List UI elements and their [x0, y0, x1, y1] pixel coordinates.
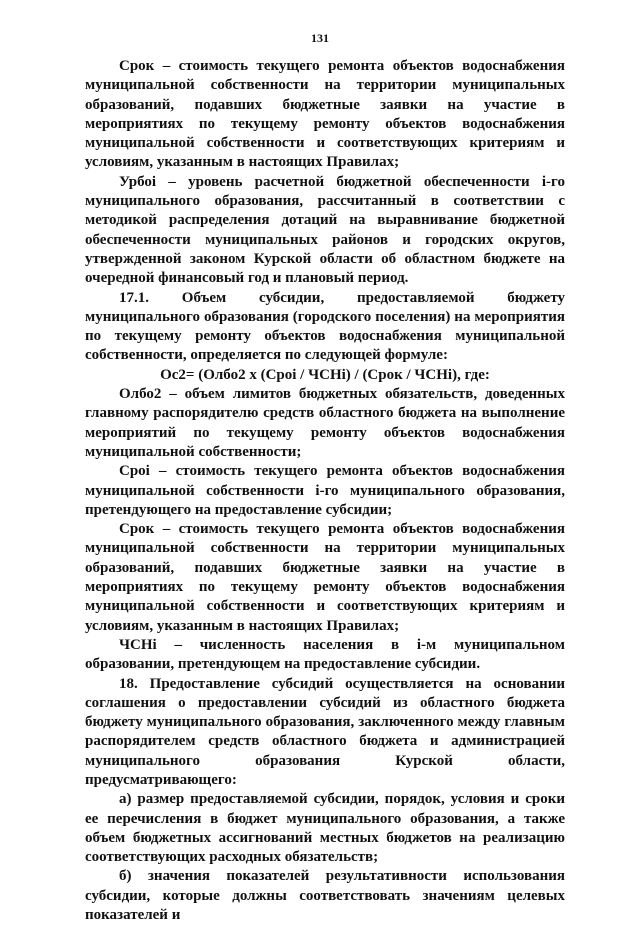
list-item-a: а) размер предоставляемой субсидии, порядок, условия и сроки ее перечисления в бюджет муниципального образования, а также объем бюджетных ассигнований местных бюджетов на реализацию соответствующих расходных обязательств; — [85, 791, 565, 866]
paragraph-sroi-definition: Сроі – стоимость текущего ремонта объектов водоснабжения муниципальной собственности i-го муниципального образования, претендующего на предоставление субсидии; — [85, 463, 565, 518]
paragraph-chsni-definition: ЧСНі – численность населения в i-м муниципальном образовании, претендующем на предоставление субсидии. — [85, 636, 565, 673]
paragraph-urboi-definition: Урбоі – уровень расчетной бюджетной обеспеченности i-го муниципального образования, рассчитанный в соответствии с методикой распределения дотаций на выравнивание бюджетной обеспеченности муниципальных районов и городских округов, утвержденной законом Курской области об областном бюджете на очередной финансовый год и плановый период. — [85, 173, 565, 287]
paragraph-17-1: 17.1. Объем субсидии, предоставляемой бюджету муниципального образования (городского поселения) на мероприятия по текущему ремонту объектов водоснабжения муниципальной собственности, определяется по следующей формуле: — [85, 289, 565, 364]
document-body — [85, 57, 565, 925]
paragraph-18: 18. Предоставление субсидий осуществляется на основании соглашения о предоставлении субсидий из областного бюджета бюджету муниципального образования, заключенного между главным распорядителем средств областного бюджета и администрацией муниципального образования Курской области, предусматривающего: — [85, 675, 565, 788]
list-item-b: б) значения показателей результативности использования субсидии, которые должны соответствовать значениям целевых показателей и — [85, 868, 565, 924]
formula: Ос2= (Олбо2 х (Сроі / ЧСНі) / (Срок / ЧСНі), где: — [160, 366, 490, 383]
paragraph-srov-definition: Срок – стоимость текущего ремонта объектов водоснабжения муниципальной собственности на территории муниципальных образований, подавших бюджетные заявки на участие в мероприятиях по текущему ремонту объектов водоснабжения муниципальной собственности и соответствующих критериям и условиям, указанным в настоящих Правилах; — [85, 521, 565, 634]
paragraph-sriv-definition: Срок – стоимость текущего ремонта объектов водоснабжения муниципальной собственности на территории муниципальных образований, подавших бюджетные заявки на участие в мероприятиях по текущему ремонту объектов водоснабжения муниципальной собственности и соответствующих критериям и условиям, указанным в настоящих Правилах; — [85, 58, 565, 171]
page-number: 131 — [311, 31, 329, 45]
paragraph-olbo2-definition: Олбо2 – объем лимитов бюджетных обязательств, доведенных главному распорядителю средств областного бюджета на выполнение мероприятий по текущему ремонту объектов водоснабжения муниципальной собственности; — [85, 386, 565, 460]
